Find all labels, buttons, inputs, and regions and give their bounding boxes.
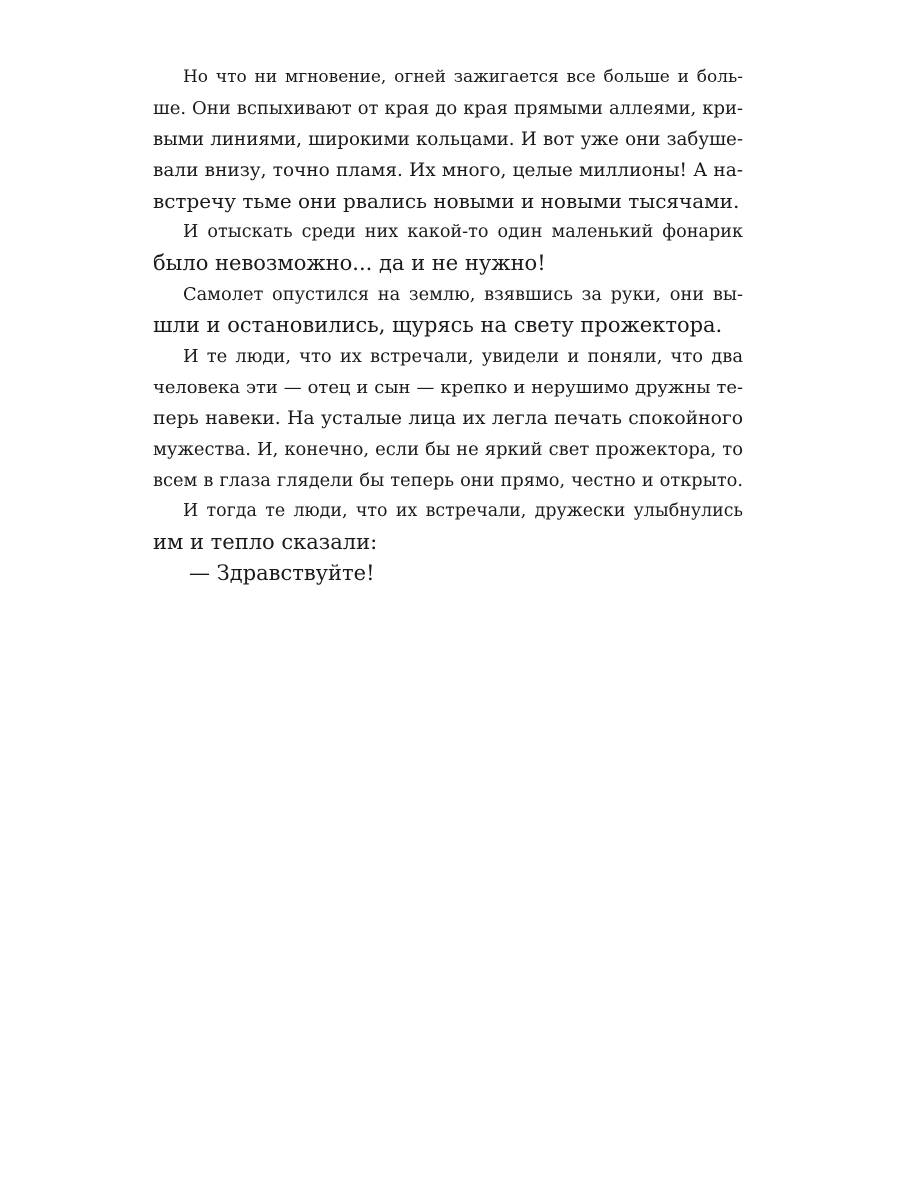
- paragraph: [153, 217, 743, 279]
- text-line: И отыскать среди них какой-то один маленький фонарик: [183, 222, 743, 242]
- paragraph-dialogue: [153, 558, 743, 589]
- text-line: мужества. И, конечно, если бы не яркий свет прожектора, то: [153, 439, 743, 460]
- paragraph: [153, 341, 743, 496]
- text-line: И те люди, что их встречали, увидели и поняли, что два: [183, 346, 743, 367]
- text-line: встречу тьме они рвались новыми и новыми тысячами.: [153, 189, 740, 213]
- text-line: вали внизу, точно пламя. Их много, целые миллионы! А на-: [153, 160, 743, 181]
- text-line: ше. Они вспыхивают от края до края прямыми аллеями, кри-: [153, 98, 743, 119]
- text-line: шли и остановились, щурясь на свету прожектора.: [153, 313, 723, 337]
- text-line: было невозможно... да и не нужно!: [153, 251, 546, 275]
- text-line: выми линиями, широкими кольцами. И вот уже они забуше-: [153, 129, 743, 150]
- text-line: перь навеки. На усталые лица их легла печать спокойного: [153, 408, 743, 429]
- text-line: И тогда те люди, что их встречали, дружески улыбнулись: [183, 501, 743, 521]
- dialogue-line: — Здравствуйте!: [189, 561, 375, 585]
- paragraph: [153, 279, 743, 341]
- text-line: человека эти — отец и сын — крепко и нерушимо дружны те-: [153, 377, 743, 398]
- paragraph: [153, 496, 743, 558]
- text-line: Но что ни мгновение, огней зажигается все больше и боль-: [183, 67, 743, 87]
- text-line: всем в глаза глядели бы теперь они прямо, честно и открыто.: [153, 470, 743, 491]
- text-line: им и тепло сказали:: [153, 530, 378, 554]
- body-text: [153, 62, 743, 589]
- paragraph: [153, 62, 743, 217]
- text-line: Самолет опустился на землю, взявшись за руки, они вы-: [183, 284, 743, 305]
